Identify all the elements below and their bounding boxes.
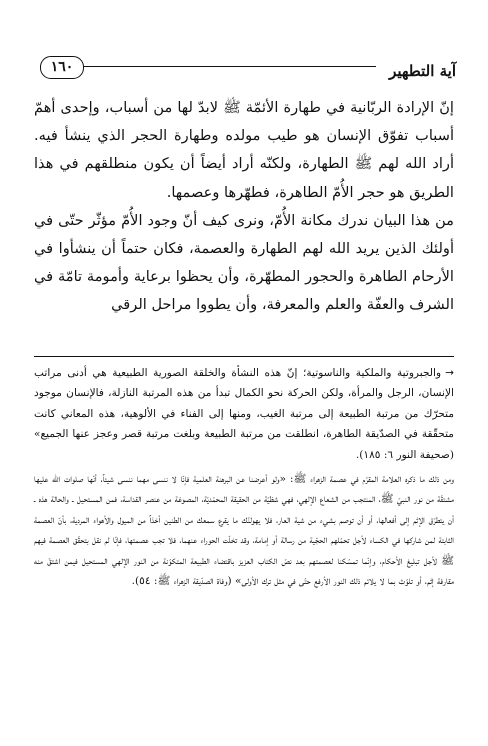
page-number-badge: ١٦٠	[40, 56, 84, 79]
running-book-title: آية التطهير	[389, 62, 456, 80]
footnote-text-1: والجبروتية والملكية والناسوتية؛ إنّ هذه النشأة والخلقة الصورية الطبيعية هي أدنى مراتب الإنسان، الرجل والمرأة، ولكن الحركة نحو الكمال تبدأ من هذه المرتبة النازلة، فالإنسان موجود متحرّك من مرتبة الطبيعة إلى مرتبة الغيب، ومنها إلى الفناء في الألوهية، هذه المعاني كانت متحقّقة في الصدّيقة الطاهرة، انطلقت من مرتبة الطبيعة وبلغت مرتبة قصر وعجز عنها الجميع» (صحيفة النور ٦: ١٨٥).	[34, 367, 454, 461]
footnotes-section	[34, 356, 454, 595]
body-paragraph-2: من هذا البيان ندرك مكانة الأُمّ، ونرى كيف أنّ وجود الأُمّ مؤثّر حتّى في أولئك الذين يريد الله لهم الطهارة والعصمة، فكان حتماً أن ينشأوا في الأرحام الطاهرة والحجور المطهّرة، وأن يحظوا برعاية وأمومة تامّة في الشرف والعفّة والعلم والمعرفة، وأن يطووا مراحل الرقي	[34, 211, 454, 314]
continuation-arrow-icon: →	[445, 367, 454, 379]
footnote-text-2: ومن ذلك ما ذكره العلامة المقرّم في عصمة الزهراء ﷺ: «ولو أعرضنا عن البرهنة العلمية فإنّا لا ننسى مهما ننسى شيئاً، أنّها صلوات الله عليها مشتقّة من نور النبيّ ﷺ، المنتجب من الشعاع الإلهي، فهي شظيّة من الحقيقة المحمّديّة، المصوغة من عنصر القداسة، فمن المستحيل ـ والحالة هذه ـ أن يتطرّق الإثم إلى أفعالها، أو أن توصم بشيء من شية العار، فلا يهولنّك ما يقرع سمعك من الطنين أخذاً من الميول والأهواء المردية، بأنّ العصمة الثابتة لمن شاركها في الكساء لأجل تحمّلهم الحجّية من رسالة أو إمامة، وقد تخلّت الحوراء عنهما، فلا تجب عصمتها، فإنّا لم نقل بتحقّق العصمة فيهم ﷺ لأجل تبليغ الأحكام، وإنّما تمسّكنا لعصمتهم بعد نصّ الكتاب العزيز باقتضاء الطبيعة المتكوّنة من النور الإلهي المستحيل فيمن اشتقّ منه مقارفة إثم، أو تلوّث بما لا يلائم ذلك النور الأرفع حتّى في مثل ترك الأولى» (وفاة الصدّيقة الزهراء ﷺ: ٥٤).	[34, 473, 454, 588]
page-header	[32, 54, 456, 84]
header-rule	[84, 66, 376, 67]
footnote-continued	[34, 363, 454, 465]
main-body-text	[34, 94, 454, 320]
body-paragraph-1: إنّ الإرادة الربّانية في طهارة الأئمّة ﷺ لابدّ لها من أسباب، وإحدى أهمّ أسباب تفوّق الإنسان هو طيب مولده وطهارة الحجر الذي ينشأ فيه. أراد الله لهم ﷺ الطهارة، ولكنّه أراد أيضاً أن يكون منطلقهم في هذا الطريق هو حجر الأُمّ الطاهرة، فطهّرها وعصمها.	[34, 99, 454, 201]
